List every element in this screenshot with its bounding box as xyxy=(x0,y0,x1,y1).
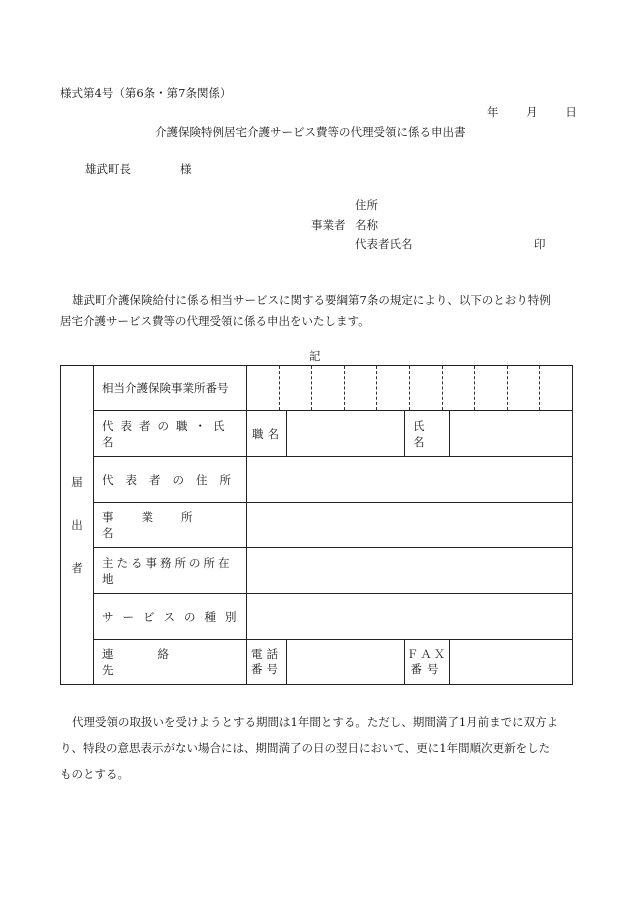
applicant-table xyxy=(60,365,573,685)
office-number-boxes xyxy=(247,366,572,410)
applicant-name-label: 名称 xyxy=(355,218,378,232)
addressee-name: 雄武町長 xyxy=(85,162,131,176)
applicant-group-label: 事業者 xyxy=(311,218,346,232)
main-office-location-label: 主たる事務所の所在地 xyxy=(94,548,247,594)
service-type-field[interactable] xyxy=(247,594,573,640)
phone-label-line-1: 電話 xyxy=(251,647,282,661)
table-row xyxy=(61,457,573,503)
footer-line-2: り、特段の意思表示がない場合には、期間満了の日の翌日において、更に1年間順次更新をした xyxy=(60,741,551,755)
table-row xyxy=(61,548,573,594)
rep-title-name-text: 代表者の職・氏名 xyxy=(102,418,232,449)
date-line xyxy=(487,104,577,120)
seal-mark: 印 xyxy=(534,237,546,251)
office-name-field[interactable] xyxy=(247,503,573,548)
footer-line-1: 代理受領の取扱いを受けようとする期間は1年間とする。ただし、期間満了1月前までに双方よ xyxy=(72,715,559,729)
name-label: 氏名 xyxy=(405,411,450,457)
applicant-rep-label: 代表者氏名 xyxy=(355,237,413,251)
side-label-char: 者 xyxy=(71,561,83,575)
office-number-label: 相当介護保険事業所番号 xyxy=(94,366,247,411)
fax-label-line-2: 番号 xyxy=(410,662,444,676)
position-label: 職名 xyxy=(247,411,287,457)
footer-line-3: ものとする。 xyxy=(60,767,129,781)
phone-field[interactable] xyxy=(287,640,405,685)
fax-label-line-1: ＦＡＸ xyxy=(406,647,448,661)
fax-field[interactable] xyxy=(450,640,573,685)
phone-label-cell xyxy=(247,640,287,685)
applicant-address-label: 住所 xyxy=(355,198,378,212)
table-row xyxy=(61,594,573,640)
position-field[interactable] xyxy=(287,411,405,457)
side-label-cell xyxy=(61,366,94,685)
table-row xyxy=(61,366,573,411)
document-title: 介護保険特例居宅介護サービス費等の代理受領に係る申出書 xyxy=(155,125,466,139)
table-row xyxy=(61,503,573,548)
name-field[interactable] xyxy=(450,411,573,457)
office-number-field[interactable] xyxy=(247,366,573,411)
table-row xyxy=(61,411,573,457)
date-day: 日 xyxy=(565,105,577,119)
date-month: 月 xyxy=(526,105,538,119)
side-label-char: 出 xyxy=(71,518,83,532)
body-line-1: 雄武町介護保険給付に係る相当サービスに関する要綱第7条の規定により、以下のとおり特例 xyxy=(72,293,551,307)
rep-title-name-label xyxy=(94,411,247,457)
phone-label-line-2: 番号 xyxy=(251,662,282,676)
body-line-2: 居宅介護サービス費等の代理受領に係る申出をいたします。 xyxy=(60,314,370,328)
form-number: 様式第4号（第6条・第7条関係） xyxy=(60,86,232,100)
rep-address-label: 代表者の住所 xyxy=(94,457,247,503)
office-name-label: 事業所名 xyxy=(94,503,247,548)
rep-address-field[interactable] xyxy=(247,457,573,503)
addressee-honorific: 様 xyxy=(180,162,192,176)
date-year: 年 xyxy=(487,105,499,119)
main-office-location-field[interactable] xyxy=(247,548,573,594)
contact-label: 連絡先 xyxy=(94,640,247,685)
ki-marker: 記 xyxy=(309,349,321,363)
table-row xyxy=(61,640,573,685)
fax-label-cell xyxy=(405,640,450,685)
side-label-char: 届 xyxy=(71,475,83,489)
service-type-label: サービスの種別 xyxy=(94,594,247,640)
